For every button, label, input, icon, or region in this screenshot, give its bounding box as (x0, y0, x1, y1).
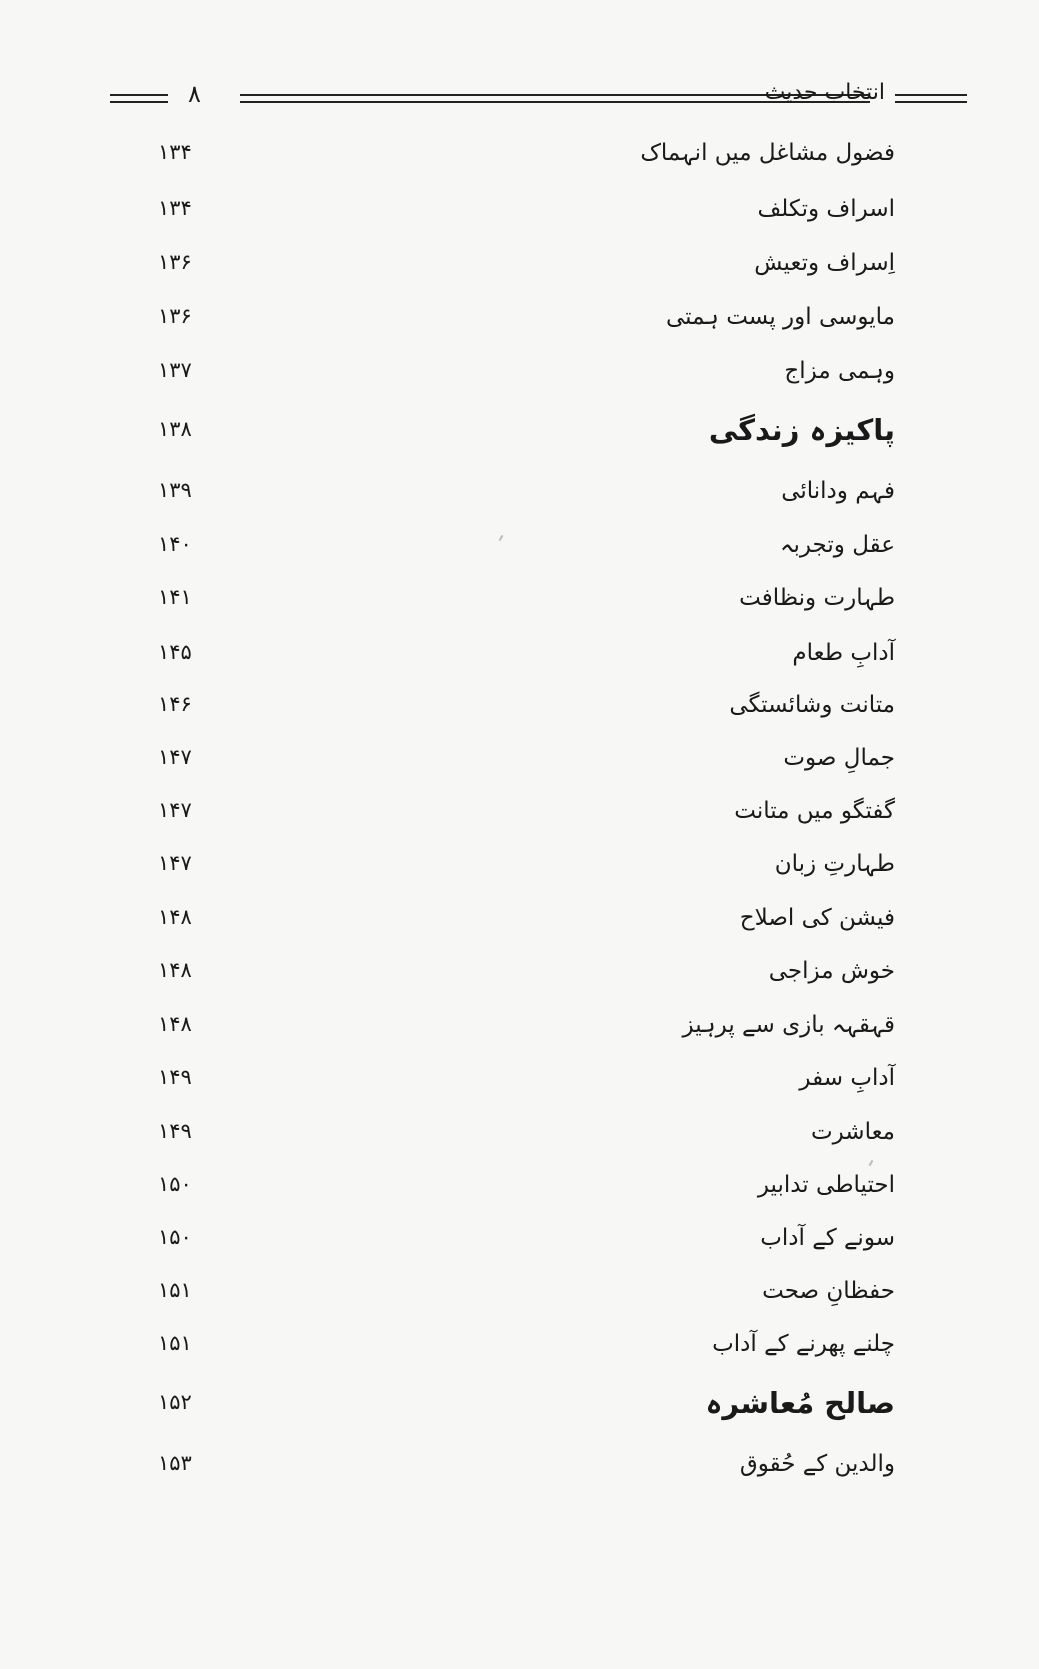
toc-entry-page-number: ۱۳۴ (158, 196, 192, 220)
toc-entry (150, 745, 895, 785)
toc-entry-title: گفتگو میں متانت (734, 798, 895, 824)
toc-entry-title: حفظانِ صحت (762, 1278, 895, 1304)
toc-entry (150, 478, 895, 518)
toc-entry (150, 358, 895, 398)
toc-entry-page-number: ۱۵۰ (158, 1172, 192, 1196)
toc-entry (150, 1065, 895, 1105)
toc-entry (150, 1119, 895, 1159)
toc-entry (150, 958, 895, 998)
toc-entry-title: سونے کے آداب (760, 1225, 895, 1251)
toc-entry (150, 1451, 895, 1491)
toc-entry-title: احتیاطی تدابیر (757, 1172, 895, 1198)
toc-entry-page-number: ۱۵۳ (158, 1451, 192, 1475)
toc-entry-page-number: ۱۴۸ (158, 905, 192, 929)
toc-entry-page-number: ۱۴۶ (158, 692, 192, 716)
toc-entry (150, 304, 895, 344)
toc-entry-page-number: ۱۴۰ (158, 532, 192, 556)
toc-entry-page-number: ۱۳۷ (158, 358, 192, 382)
toc-entry-page-number: ۱۳۴ (158, 140, 192, 164)
toc-entry-title: عقل وتجربہ (779, 532, 895, 558)
toc-entry-title: فضول مشاغل میں انہماک (640, 140, 895, 166)
toc-entry-page-number: ۱۴۷ (158, 851, 192, 875)
toc-entry (150, 1331, 895, 1371)
toc-entry (150, 640, 895, 680)
toc-entry (150, 905, 895, 945)
toc-entry-title: وہمی مزاج (784, 358, 895, 384)
toc-entry-title: آدابِ طعام (792, 640, 895, 666)
toc-entry-title: طہارت ونظافت (739, 585, 895, 611)
toc-entry (150, 532, 895, 572)
toc-entry-page-number: ۱۳۶ (158, 250, 192, 274)
toc-entry-page-number: ۱۴۵ (158, 640, 192, 664)
toc-entry-page-number: ۱۴۸ (158, 958, 192, 982)
toc-entry (150, 250, 895, 290)
toc-entry (150, 1225, 895, 1265)
header-page-number: ۸ (188, 80, 201, 108)
toc-entry (150, 585, 895, 625)
toc-entry-title: خوش مزاجی (768, 958, 895, 984)
toc-entry-page-number: ۱۴۸ (158, 1012, 192, 1036)
toc-entry (150, 1012, 895, 1052)
toc-entry-page-number: ۱۳۸ (158, 417, 192, 441)
toc-entry-page-number: ۱۴۷ (158, 798, 192, 822)
toc-entry-title: چلنے پھرنے کے آداب (712, 1331, 895, 1357)
toc-entry (150, 851, 895, 891)
toc-entry-page-number: ۱۴۱ (158, 585, 192, 609)
header-rule-right (895, 94, 967, 103)
toc-entry-title: اِسراف وتعیش (754, 250, 895, 276)
toc-entry-title: پاکیزہ زندگی (708, 413, 895, 447)
toc-section-heading (150, 1386, 895, 1430)
toc-entry-page-number: ۱۵۰ (158, 1225, 192, 1249)
toc-entry-title: متانت وشائستگی (729, 692, 895, 718)
header-rule-left (110, 94, 168, 103)
toc-entry (150, 798, 895, 838)
toc-entry (150, 140, 895, 180)
toc-entry-page-number: ۱۳۹ (158, 478, 192, 502)
toc-entry-title: اسراف وتکلف (757, 196, 895, 222)
toc-entry (150, 1278, 895, 1318)
toc-entry (150, 1172, 895, 1212)
toc-entry-page-number: ۱۴۷ (158, 745, 192, 769)
toc-entry (150, 692, 895, 732)
toc-entry-page-number: ۱۵۱ (158, 1331, 192, 1355)
toc-entry-title: طہارتِ زبان (774, 851, 895, 877)
toc-entry-page-number: ۱۴۹ (158, 1065, 192, 1089)
toc-entry-title: قہقہہ بازی سے پرہیز (682, 1012, 895, 1038)
toc-entry-title: مایوسی اور پست ہمتی (666, 304, 895, 330)
toc-entry-title: والدین کے حُقوق (739, 1451, 895, 1477)
page-header (110, 80, 955, 116)
toc-entry-title: صالح مُعاشرہ (705, 1386, 895, 1420)
toc-entry-page-number: ۱۴۹ (158, 1119, 192, 1143)
toc-entry-title: فہم ودانائی (781, 478, 895, 504)
toc-entry-title: جمالِ صوت (783, 745, 895, 771)
toc-entry-title: آدابِ سفر (799, 1065, 895, 1091)
header-book-title: انتخاب حدیث (764, 80, 885, 105)
toc-entry-title: فیشن کی اصلاح (739, 905, 895, 931)
toc-entry (150, 196, 895, 236)
toc-entry-title: معاشرت (810, 1119, 895, 1145)
toc-entry-page-number: ۱۳۶ (158, 304, 192, 328)
toc-entry-page-number: ۱۵۲ (158, 1390, 192, 1414)
toc-entry-page-number: ۱۵۱ (158, 1278, 192, 1302)
toc-section-heading (150, 413, 895, 457)
paper-speck (869, 1160, 874, 1166)
